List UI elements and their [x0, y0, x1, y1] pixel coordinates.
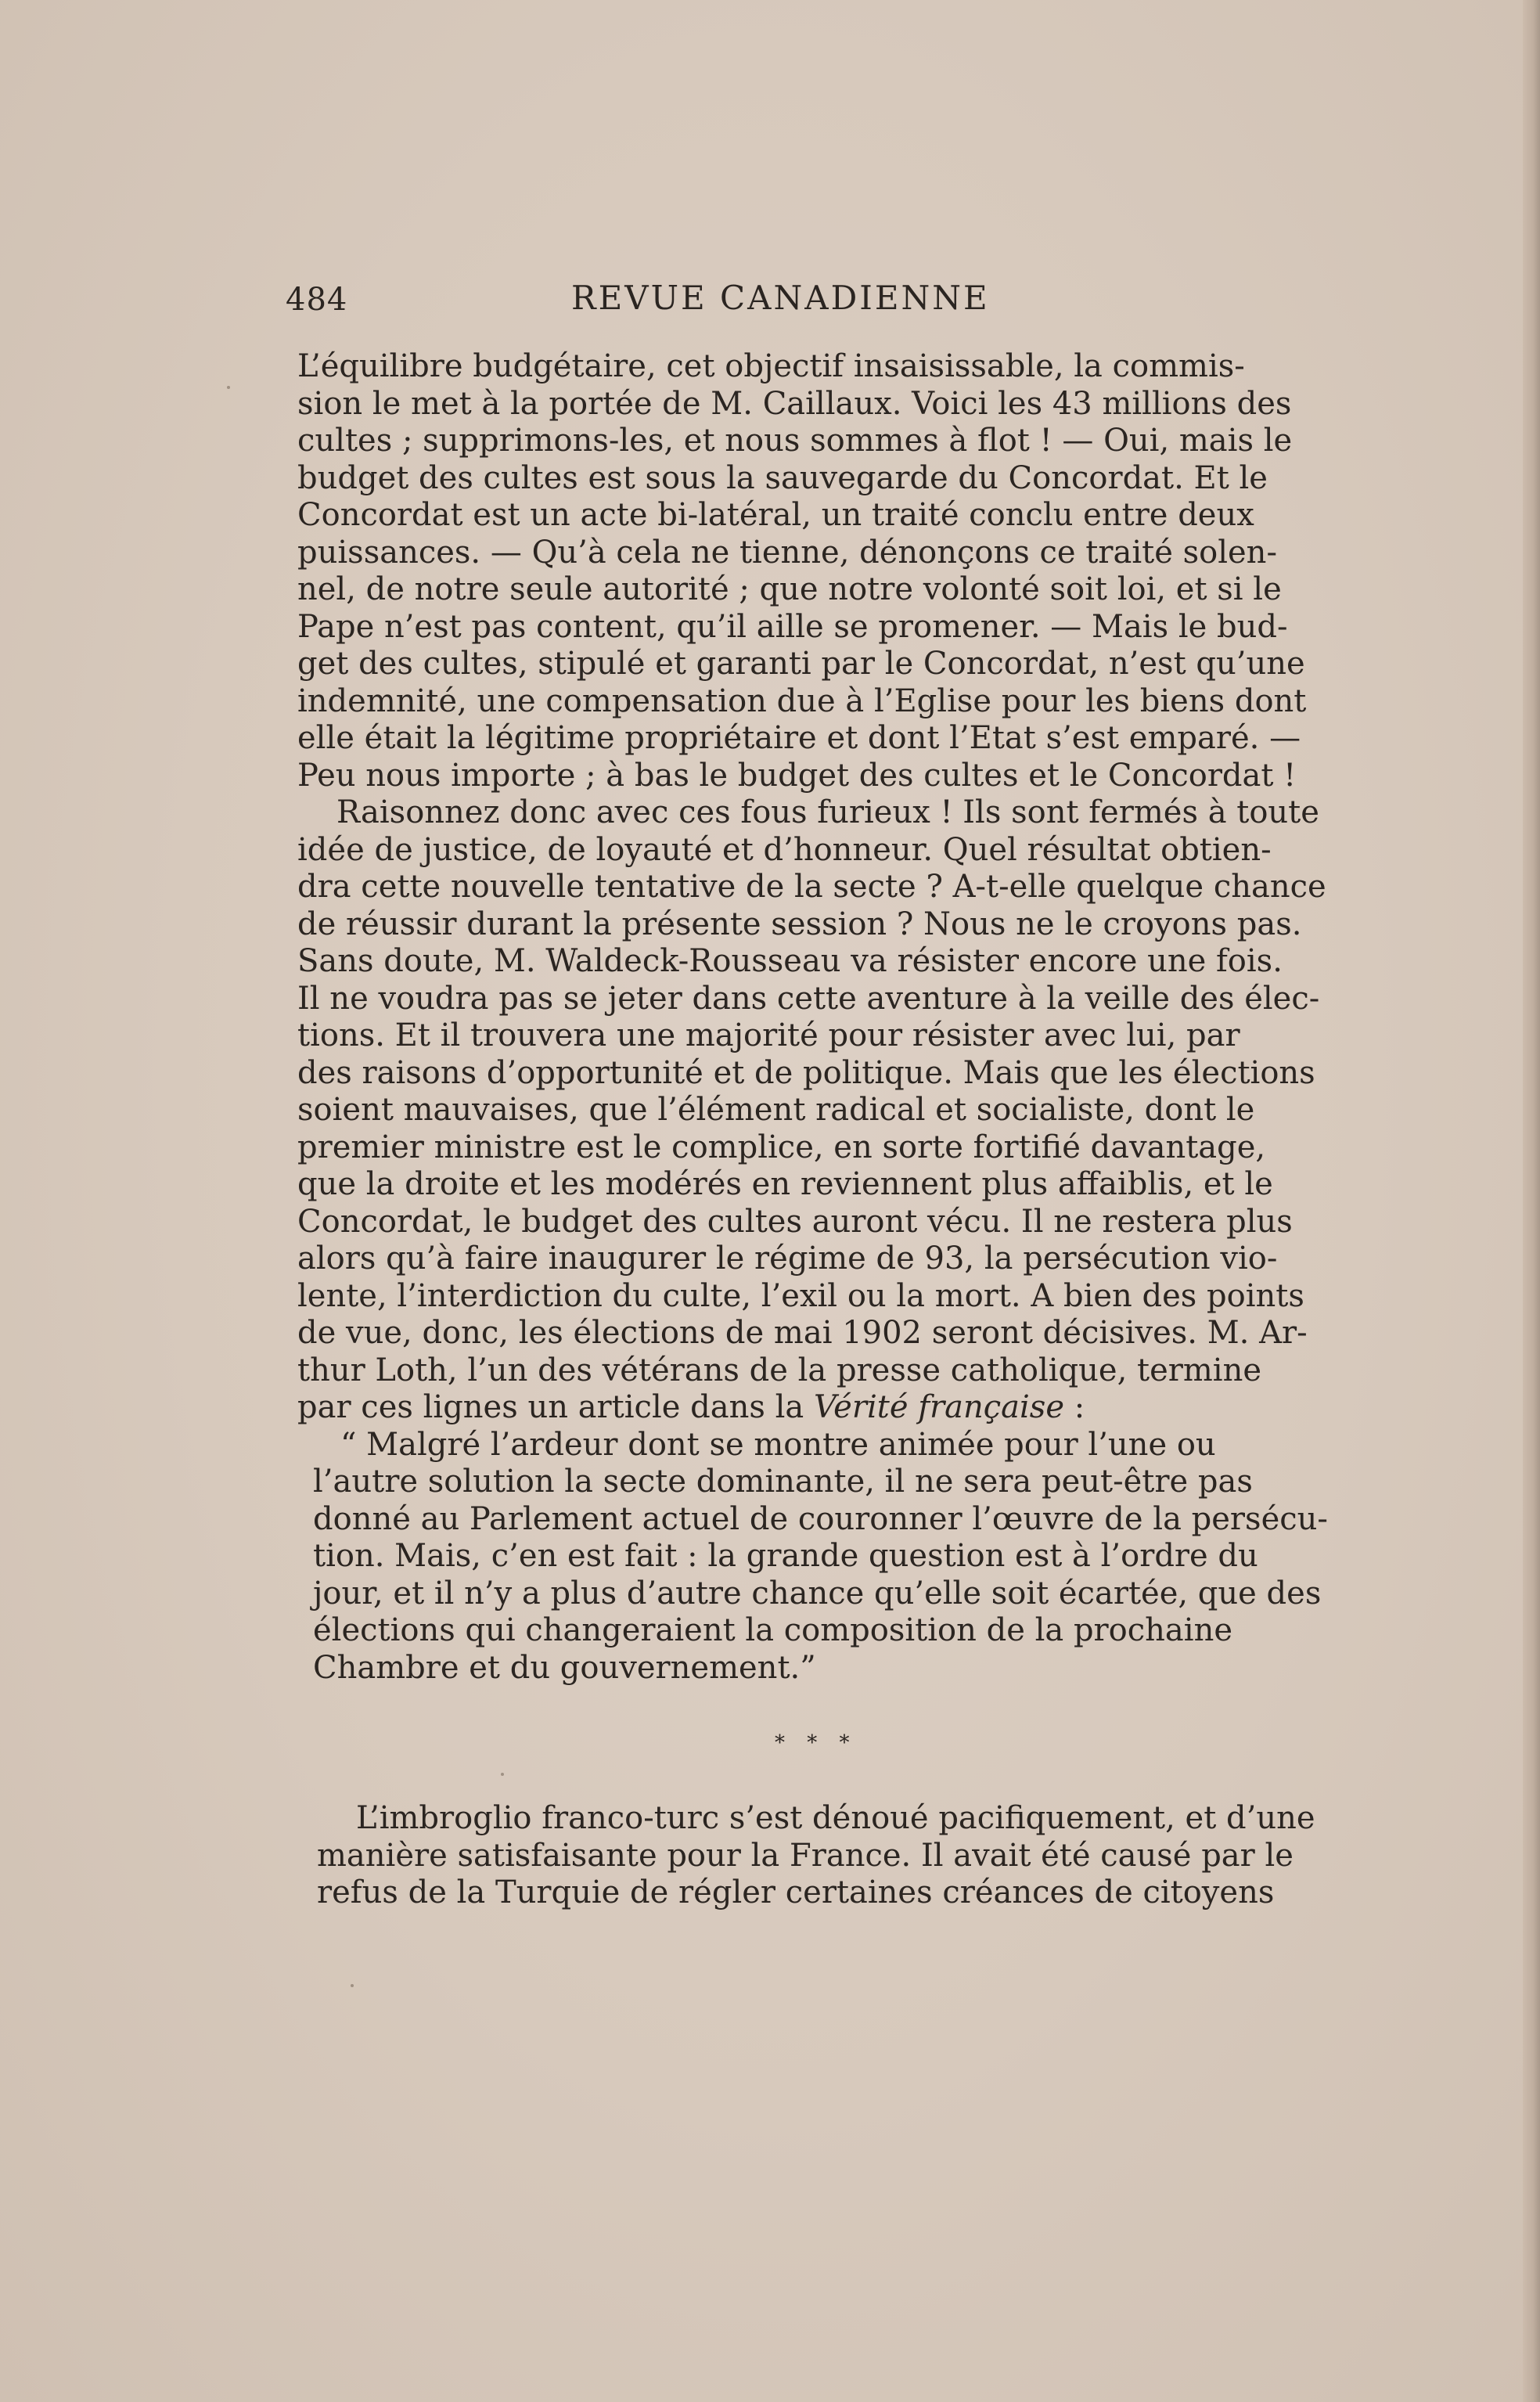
article-body	[297, 348, 1328, 1687]
text-line: nel, de notre seule autorité ; que notre volonté soit loi, et si le	[297, 571, 1282, 607]
quote-line: “ Malgré l’ardeur dont se montre animée pour l’une ou	[340, 1426, 1216, 1463]
paper-speck	[227, 386, 230, 389]
running-head: REVUE CANADIENNE	[571, 279, 990, 317]
text-line: idée de justice, de loyauté et d’honneur. Quel résultat obtien-	[297, 831, 1272, 868]
paper-speck	[351, 1984, 354, 1987]
final-paragraph	[317, 1800, 1315, 1912]
italic-title: Vérité française	[813, 1389, 1064, 1425]
quote-line: l’autre solution la secte dominante, il ne sera peut-être pas	[313, 1464, 1253, 1500]
text-line: L’imbroglio franco-turc s’est dénoué pacifiquement, et d’une	[356, 1800, 1315, 1836]
page-number: 484	[286, 282, 348, 318]
text-line: lente, l’interdiction du culte, l’exil ou la mort. A bien des points	[297, 1277, 1304, 1314]
text-line: manière satisfaisante pour la France. Il avait été causé par le	[317, 1837, 1294, 1874]
quote-line: donné au Parlement actuel de couronner l’œuvre de la persécu-	[313, 1500, 1328, 1537]
text-line: que la droite et les modérés en reviennent plus affaiblis, et le	[297, 1166, 1273, 1202]
text-line: cultes ; supprimons-les, et nous sommes à flot ! — Oui, mais le	[297, 423, 1293, 459]
text-line: sion le met à la portée de M. Caillaux. Voici les 43 millions des	[297, 385, 1292, 422]
block-quote	[297, 1426, 1328, 1687]
text-fragment: par ces lignes un article dans la	[297, 1389, 814, 1425]
text-line-with-italic	[297, 1389, 1291, 1427]
text-line: thur Loth, l’un des vétérans de la presse catholique, termine	[297, 1352, 1262, 1388]
text-line: Il ne voudra pas se jeter dans cette aventure à la veille des élec-	[297, 980, 1320, 1017]
text-line: get des cultes, stipulé et garanti par le Concordat, n’est qu’une	[297, 646, 1305, 682]
text-line: Sans doute, M. Waldeck-Rousseau va résister encore une fois.	[297, 943, 1283, 979]
text-line: Concordat, le budget des cultes auront vécu. Il ne restera plus	[297, 1203, 1293, 1240]
text-fragment: :	[1064, 1389, 1085, 1425]
text-line: tions. Et il trouvera une majorité pour résister avec lui, par	[297, 1017, 1240, 1053]
paragraph-1	[297, 348, 1307, 794]
text-line: premier ministre est le complice, en sorte fortifié davantage,	[297, 1129, 1266, 1165]
paragraph-2	[297, 794, 1326, 1427]
page-header	[286, 279, 1319, 326]
section-separator: * * *	[775, 1731, 858, 1755]
text-line: de réussir durant la présente session ? Nous ne le croyons pas.	[297, 906, 1302, 942]
paper-speck	[501, 1773, 504, 1776]
text-line: L’équilibre budgétaire, cet objectif insaisissable, la commis-	[297, 348, 1245, 384]
page-edge	[1523, 0, 1540, 2402]
text-line: Concordat est un acte bi-latéral, un traité conclu entre deux	[297, 497, 1254, 533]
text-line: Peu nous importe ; à bas le budget des cultes et le Concordat !	[297, 757, 1297, 794]
text-line: indemnité, une compensation due à l’Eglise pour les biens dont	[297, 682, 1307, 719]
quote-line: tion. Mais, c’en est fait : la grande question est à l’ordre du	[313, 1538, 1258, 1574]
text-line: refus de la Turquie de régler certaines créances de citoyens	[317, 1874, 1275, 1910]
text-line: Pape n’est pas content, qu’il aille se promener. — Mais le bud-	[297, 608, 1288, 645]
text-line: alors qu’à faire inaugurer le régime de 93, la persécution vio-	[297, 1241, 1278, 1277]
quote-line: jour, et il n’y a plus d’autre chance qu’elle soit écartée, que des	[313, 1575, 1322, 1612]
text-line: Raisonnez donc avec ces fous furieux ! Ils sont fermés à toute	[336, 794, 1319, 830]
text-line: dra cette nouvelle tentative de la secte ? A-t-elle quelque chance	[297, 869, 1326, 905]
text-line: de vue, donc, les élections de mai 1902 seront décisives. M. Ar-	[297, 1315, 1308, 1351]
text-line: elle était la légitime propriétaire et dont l’Etat s’est emparé. —	[297, 720, 1301, 756]
text-line: soient mauvaises, que l’élément radical et socialiste, dont le	[297, 1092, 1255, 1128]
quote-line: élections qui changeraient la composition de la prochaine	[313, 1612, 1232, 1648]
text-line: des raisons d’opportunité et de politique. Mais que les élections	[297, 1054, 1315, 1091]
quote-line: Chambre et du gouvernement.”	[313, 1649, 816, 1686]
text-line: budget des cultes est sous la sauvegarde du Concordat. Et le	[297, 459, 1268, 496]
text-line: puissances. — Qu’à cela ne tienne, dénonçons ce traité solen-	[297, 534, 1277, 571]
